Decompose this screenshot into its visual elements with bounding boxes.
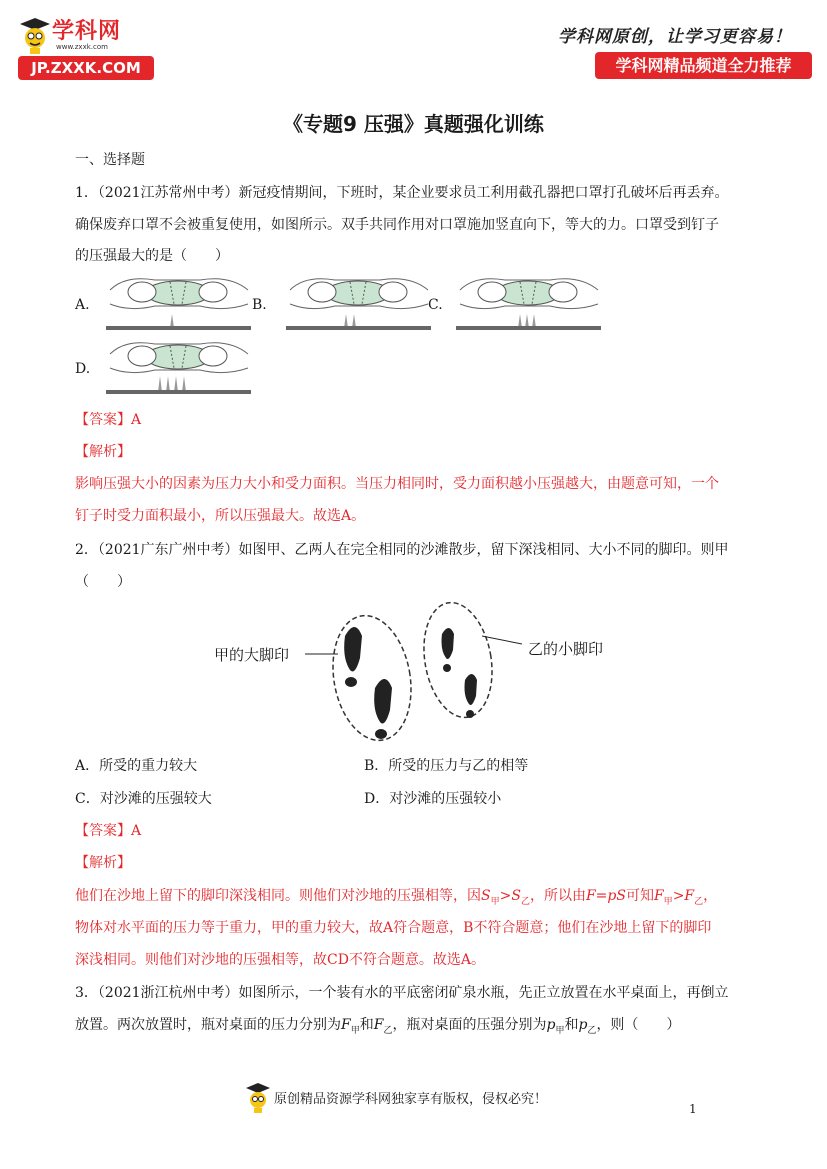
q3-and-1: 和: [359, 1017, 374, 1033]
q2-line2: （ ）: [75, 574, 131, 590]
q3-p-yi-sub: 乙: [587, 1025, 597, 1036]
q3-f-jia: F: [341, 1017, 351, 1033]
logo-url: www.zxxk.com: [56, 43, 108, 51]
q2-analysis-line3: 深浅相同。则他们对沙地的压强相等，故CD不符合题意。故选A。: [75, 952, 486, 968]
logo-badge: JP.ZXXK.COM: [18, 56, 154, 80]
s-yi-symbol: S: [511, 888, 521, 904]
q3-f-yi: F: [373, 1017, 384, 1033]
q2-option-b: B．所受的压力与乙的相等: [364, 758, 529, 774]
logo-text: 学科网: [52, 19, 122, 44]
f-yi-subscript: 乙: [694, 896, 704, 907]
mask-figure-d: [100, 334, 255, 396]
q2-option-c: C．对沙滩的压强较大: [75, 791, 212, 807]
banner: 学科网精品频道全力推荐: [595, 52, 812, 79]
f-jia-subscript: 甲: [663, 896, 673, 907]
q1-option-c: C.: [428, 297, 443, 313]
q2-analysis-line2: 物体对水平面的压力等于重力，甲的重力较大，故A符合题意，B不符合题意；他们在沙地上留下的脚印: [75, 920, 712, 936]
section-heading: 一、选择题: [75, 152, 145, 168]
q3-and-2: 和: [564, 1017, 579, 1033]
gt-symbol-2: >: [672, 888, 685, 904]
q1-option-d: D.: [75, 361, 91, 377]
q1-analysis-label: 【解析】: [75, 444, 131, 460]
q1-analysis-line1: 影响压强大小的因素为压力大小和受力面积。当压力相同时，受力面积越小压强越大，由题意可知，一个: [75, 476, 719, 492]
gt-symbol-1: >: [499, 888, 512, 904]
q3-line2b: ，瓶对桌面的压强分别为: [392, 1017, 547, 1033]
slogan: 学科网原创，让学习更容易！: [558, 27, 792, 47]
s-jia-symbol: S: [481, 888, 491, 904]
q3-p-jia-sub: 甲: [555, 1025, 565, 1036]
q2-analysis-1c: 可知: [625, 888, 654, 904]
footer-copyright: 原创精品资源学科网独家享有版权，侵权必究！: [274, 1092, 548, 1107]
q1-option-a: A.: [75, 297, 90, 313]
q1-analysis-line2: 钉子时受力面积最小，所以压强最大。故选A。: [75, 508, 366, 524]
q1-option-b: B.: [252, 297, 267, 313]
q2-line1: 2．（2021广东广州中考）如图甲、乙两人在完全相同的沙滩散步，留下深浅相同、大小不同的脚印。则甲: [75, 542, 729, 558]
label-jia-footprint: 甲的大脚印: [214, 646, 290, 664]
q3-line1: 3．（2021浙江杭州中考）如图所示，一个装有水的平底密闭矿泉水瓶，先正立放置在水平桌面上，再倒立: [75, 985, 729, 1001]
q1-line1: 1．（2021江苏常州中考）新冠疫情期间，下班时，某企业要求员工利用截孔器把口罩打孔破坏后再丢弃。: [75, 185, 729, 201]
footer-mascot-icon: [244, 1082, 272, 1114]
q3-f-yi-sub: 乙: [383, 1025, 393, 1036]
q2-analysis-1a: 他们在沙地上留下的脚印深浅相同。则他们对沙地的压强相等，因: [75, 888, 481, 904]
q3-line2c: ，则（ ）: [596, 1017, 681, 1033]
s-yi-subscript: 乙: [520, 896, 530, 907]
q1-answer: 【答案】A: [75, 412, 142, 428]
f-yi-symbol: F: [684, 888, 695, 904]
q1-line2: 确保废弃口罩不会被重复使用，如图所示。双手共同作用对口罩施加竖直向下，等大的力。口罩受到钉子: [75, 217, 719, 233]
q3-f-jia-sub: 甲: [350, 1025, 360, 1036]
mask-figure-b: [280, 270, 435, 332]
q3-line2: [75, 1015, 755, 1041]
q3-p-jia: p: [546, 1017, 556, 1033]
page-title: 《专题9 压强》真题强化训练: [283, 112, 544, 136]
formula-fps: F=pS: [585, 888, 626, 904]
mascot-icon: [18, 16, 52, 56]
logo: [18, 14, 158, 84]
q3-p-yi: p: [578, 1017, 588, 1033]
q3-line2a: 放置。两次放置时，瓶对桌面的压力分别为: [75, 1017, 341, 1033]
s-jia-subscript: 甲: [490, 896, 500, 907]
q2-answer: 【答案】A: [75, 823, 142, 839]
mask-figure-c: [450, 270, 605, 332]
page-number: 1: [689, 1102, 697, 1116]
q2-analysis-1b: ，所以由: [529, 888, 586, 904]
q2-analysis-line1: 他们在沙地上留下的脚印深浅相同。则他们对沙地的压强相等，因$S_甲>S_乙$，所以由F=pS可知$F_甲>F_乙$，: [75, 888, 718, 907]
q1-line3: 的压强最大的是（ ）: [75, 248, 229, 264]
mask-figure-a: [100, 270, 255, 332]
q2-option-a: A．所受的重力较大: [75, 758, 198, 774]
q2-option-d: D．对沙滩的压强较小: [364, 791, 502, 807]
label-yi-footprint: 乙的小脚印: [528, 640, 604, 658]
f-jia-symbol: F: [653, 888, 664, 904]
footprints-figure: [200, 598, 630, 746]
q2-analysis-label: 【解析】: [75, 855, 131, 871]
